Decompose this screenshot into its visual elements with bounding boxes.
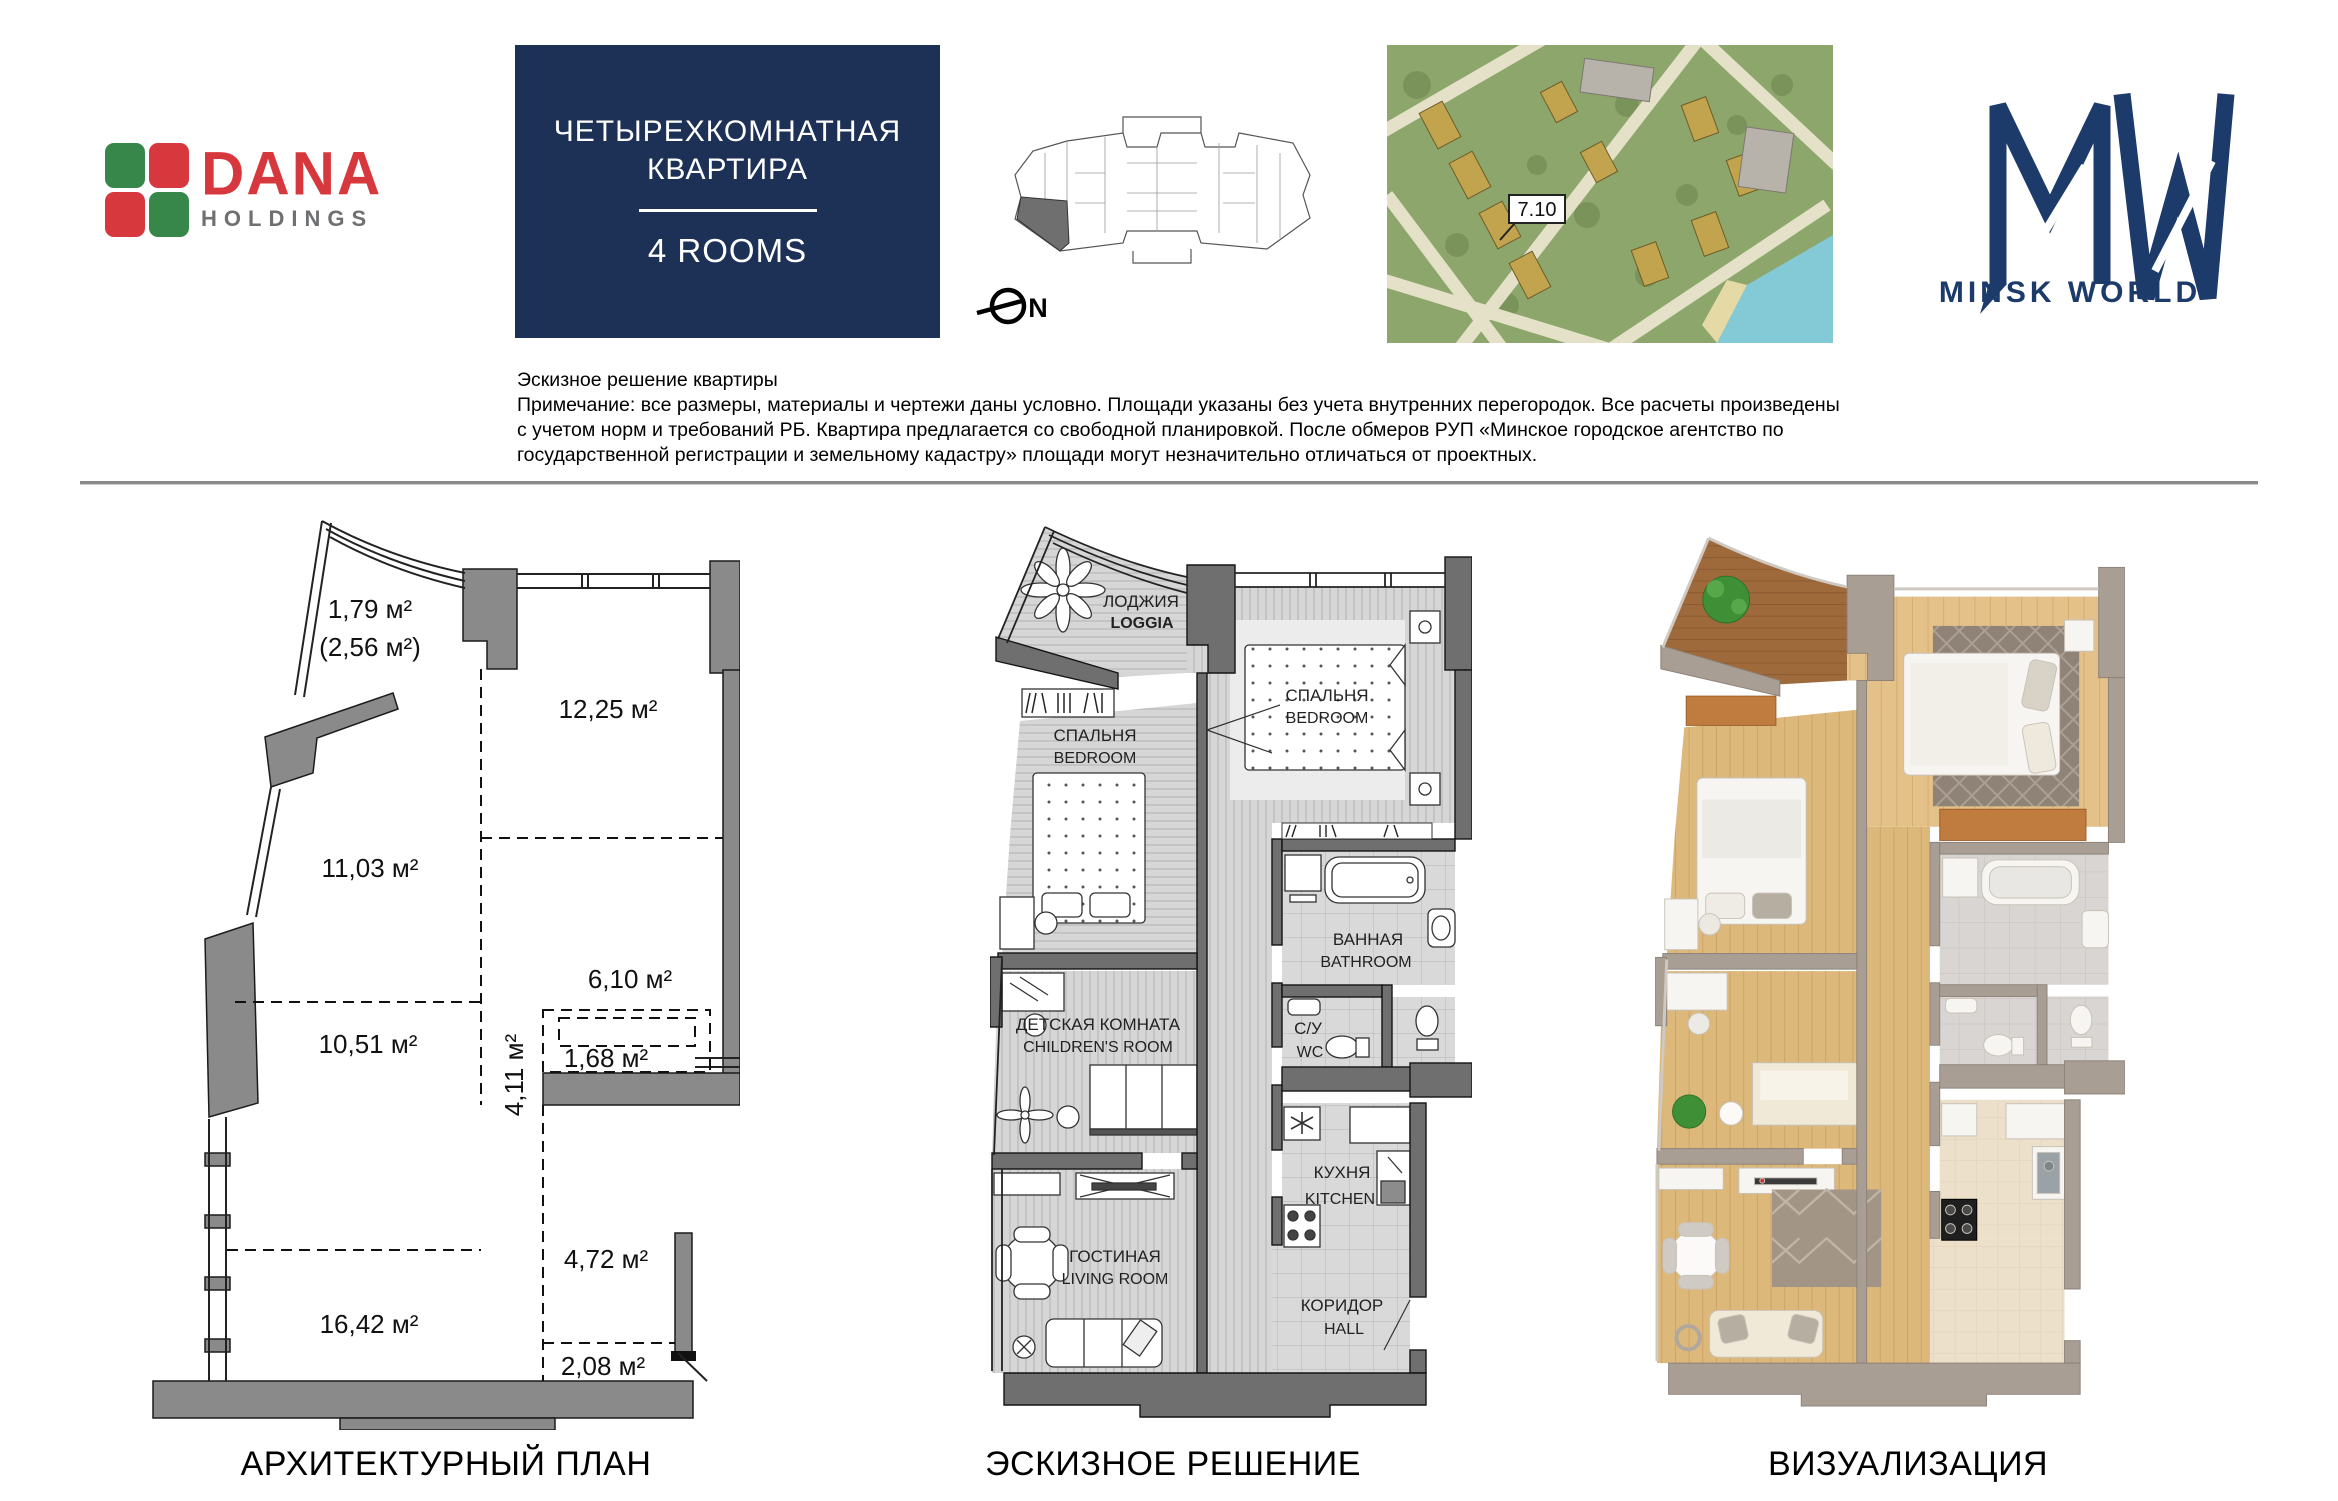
svg-text:BEDROOM: BEDROOM — [1285, 710, 1369, 727]
svg-text:2,08 м²: 2,08 м² — [560, 1351, 646, 1381]
title-rooms-en: 4 ROOMS — [647, 232, 808, 269]
svg-text:ЛОДЖИЯ: ЛОДЖИЯ — [1103, 592, 1179, 611]
masterplan-aerial-image — [1387, 45, 1833, 343]
svg-text:LIVING ROOM: LIVING ROOM — [1061, 1271, 1169, 1288]
caption-architectural-plan: АРХИТЕКТУРНЫЙ ПЛАН — [240, 1445, 652, 1483]
svg-text:7.10: 7.10 — [1517, 199, 1557, 221]
dana-holdings-logo — [105, 139, 505, 243]
svg-text:(2,56 м²): (2,56 м²) — [319, 632, 421, 662]
svg-text:LOGGIA: LOGGIA — [1110, 615, 1174, 632]
svg-text:С/У: С/У — [1294, 1019, 1322, 1038]
svg-text:6,10 м²: 6,10 м² — [587, 964, 673, 994]
visualization-render — [1655, 505, 2125, 1445]
svg-text:16,42 м²: 16,42 м² — [319, 1309, 419, 1339]
caption-visualization: ВИЗУАЛИЗАЦИЯ — [1767, 1445, 2049, 1483]
disclaimer-text: Эскизное решение квартиры Примечание: все размеры, материалы и чертежи даны условно. Площади указаны без учета внутренних перегородок. Все расчеты произведены с учетом норм и требований РБ. Квартира предлагается со свободной планировкой. После обмеров РУП «Минское городское агентство по государственной регистрации и земельному кадастру» площади могут незначительно отличаться от проектных. — [517, 368, 1857, 468]
sketch-solution-plan — [990, 505, 1472, 1445]
svg-text:10,51 м²: 10,51 м² — [318, 1029, 418, 1059]
dana-wordmark: DANA — [201, 139, 383, 208]
dana-logo-icon — [105, 143, 189, 243]
svg-text:BATHROOM: BATHROOM — [1320, 954, 1412, 971]
viz-bench — [1940, 809, 2086, 840]
dana-subtitle: HOLDINGS — [201, 206, 374, 231]
highlighted-apartment-position — [1017, 197, 1069, 251]
svg-text:ВАННАЯ: ВАННАЯ — [1332, 930, 1404, 949]
logo-square-red — [149, 143, 189, 188]
separator-line — [80, 481, 2258, 485]
svg-text:11,03 м²: 11,03 м² — [321, 853, 419, 883]
svg-text:KITCHEN: KITCHEN — [1304, 1191, 1376, 1208]
minsk-world-wordmark: MINSK WORLD — [1938, 276, 2202, 309]
architectural-plan — [135, 515, 740, 1430]
apartment-title-block — [515, 45, 940, 338]
svg-text:1,79 м²: 1,79 м² — [327, 594, 413, 624]
svg-text:4,11 м²: 4,11 м² — [499, 1033, 529, 1117]
svg-text:4,72 м²: 4,72 м² — [563, 1244, 649, 1274]
svg-text:ДЕТСКАЯ КОМНАТА: ДЕТСКАЯ КОМНАТА — [1015, 1015, 1181, 1034]
caption-sketch-solution: ЭСКИЗНОЕ РЕШЕНИЕ — [985, 1445, 1361, 1483]
svg-text:BEDROOM: BEDROOM — [1053, 750, 1137, 767]
svg-text:СПАЛЬНЯ: СПАЛЬНЯ — [1285, 686, 1369, 705]
north-indicator — [975, 280, 1070, 332]
viz-children-plant — [1673, 1095, 1706, 1128]
building-floorplate-diagram — [1005, 103, 1320, 278]
logo-square-red — [105, 192, 145, 237]
svg-text:1,68 м²: 1,68 м² — [563, 1043, 649, 1073]
title-line1: ЧЕТЫРЕХКОМНАТНАЯ — [553, 115, 902, 148]
svg-text:КУХНЯ: КУХНЯ — [1313, 1163, 1371, 1182]
disclaimer-title: Эскизное решение квартиры — [517, 369, 778, 391]
title-divider — [639, 209, 817, 212]
title-line2: КВАРТИРА — [646, 153, 809, 186]
corridor-floor — [1207, 823, 1272, 1373]
logo-square-green — [149, 192, 189, 237]
north-label: N — [1028, 293, 1048, 323]
svg-text:CHILDREN'S ROOM: CHILDREN'S ROOM — [1023, 1039, 1173, 1056]
svg-text:WC: WC — [1296, 1044, 1324, 1061]
svg-text:12,25 м²: 12,25 м² — [558, 694, 658, 724]
svg-text:КОРИДОР: КОРИДОР — [1300, 1296, 1384, 1315]
viz-dresser — [1686, 696, 1776, 725]
svg-text:ГОСТИНАЯ: ГОСТИНАЯ — [1069, 1247, 1161, 1266]
logo-square-green — [105, 143, 145, 188]
svg-text:СПАЛЬНЯ: СПАЛЬНЯ — [1053, 726, 1137, 745]
svg-text:HALL: HALL — [1323, 1321, 1365, 1338]
